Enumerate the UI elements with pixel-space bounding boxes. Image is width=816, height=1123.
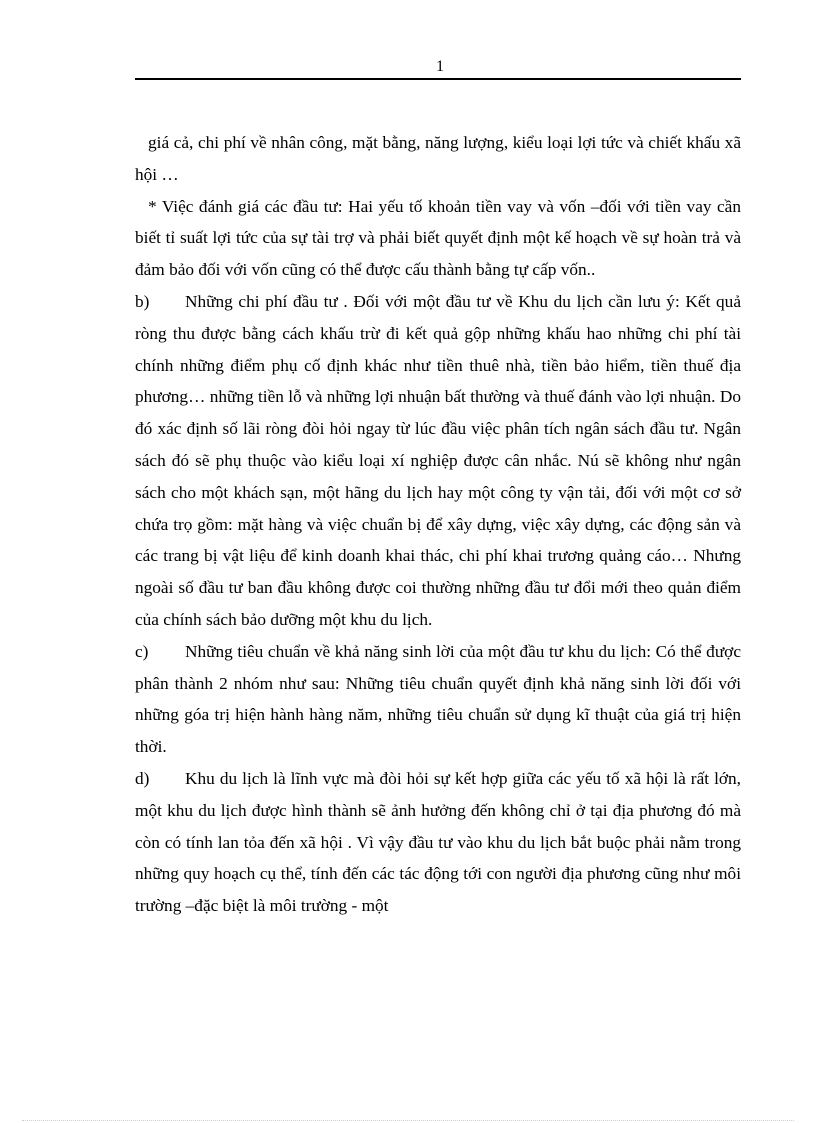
paragraph-text: * Việc đánh giá các đầu tư: Hai yếu tố khoản tiền vay và vốn –đối với tiền vay cần biết tỉ suất lợi tức của sự tài trợ và phải biết quyết định một kế hoạch về sự hoàn trả và đảm bảo đối với vốn cũng có thể được cấu thành bằng tự cấp vốn.. bbox=[135, 196, 741, 280]
list-item-c bbox=[135, 636, 741, 763]
document-body bbox=[135, 127, 741, 922]
page-bottom-border bbox=[22, 1120, 794, 1121]
paragraph-text: Những chi phí đầu tư . Đối với một đầu tư về Khu du lịch cần lưu ý: Kết quả ròng thu được bằng cách khấu trừ đi kết quả gộp những khấu hao những chi phí tài chính những điểm phụ cố định khác như tiền thuê nhà, tiền bảo hiểm, tiền thuế địa phương… những tiền lỗ và những lợi nhuận bất thường và thuế đánh vào lợi nhuận. Do đó xác định số lãi ròng đòi hỏi ngay từ lúc đầu việc phân tích ngân sách đầu tư. Ngân sách đó sẽ phụ thuộc vào kiểu loại xí nghiệp được cân nhắc. Nú sẽ không như ngân sách cho một khách sạn, một hãng du lịch hay một công ty vận tải, đối với một cơ sở chứa trọ gồm: mặt hàng và việc chuẩn bị để xây dựng, việc xây dựng, các động sản và các trang bị vật liệu để kinh doanh khai thác, chi phí khai trương quảng cáo… Nhưng ngoài số đầu tư ban đầu không được coi thường những đầu tư đổi mới theo quản điểm của chính sách bảo dưỡng một khu du lịch. bbox=[135, 291, 741, 629]
paragraph-text: giá cả, chi phí về nhân công, mặt bằng, năng lượng, kiểu loại lợi tức và chiết khấu xã hội … bbox=[135, 133, 741, 184]
paragraph-investment-evaluation bbox=[135, 191, 741, 286]
header-divider bbox=[135, 78, 741, 80]
page-number: 1 bbox=[436, 58, 444, 75]
paragraph-cost-factors bbox=[135, 127, 741, 191]
paragraph-text: Khu du lịch là lĩnh vực mà đòi hỏi sự kết hợp giữa các yếu tố xã hội là rất lớn, một khu du lịch được hình thành sẽ ảnh hưởng đến không chỉ ở tại địa phương đó mà còn có tính lan tỏa đến xã hội . Vì vậy đầu tư vào khu du lịch bắt buộc phải nằm trong những quy hoạch cụ thể, tính đến các tác động tới con người địa phương cũng như môi trường –đặc biệt là môi trường - một bbox=[135, 768, 741, 916]
list-item-d bbox=[135, 763, 741, 922]
list-item-b bbox=[135, 286, 741, 636]
list-marker: b) bbox=[135, 291, 150, 311]
paragraph-text: Những tiêu chuẩn về khả năng sinh lời của một đầu tư khu du lịch: Có thể được phân thành 2 nhóm như sau: Những tiêu chuẩn quyết định khả năng sinh lời đối với những góa trị hiện hành hàng năm, những tiêu chuẩn sử dụng kĩ thuật của giá trị hiện thời. bbox=[135, 641, 741, 757]
list-marker: d) bbox=[135, 768, 150, 788]
list-marker: c) bbox=[135, 641, 149, 661]
